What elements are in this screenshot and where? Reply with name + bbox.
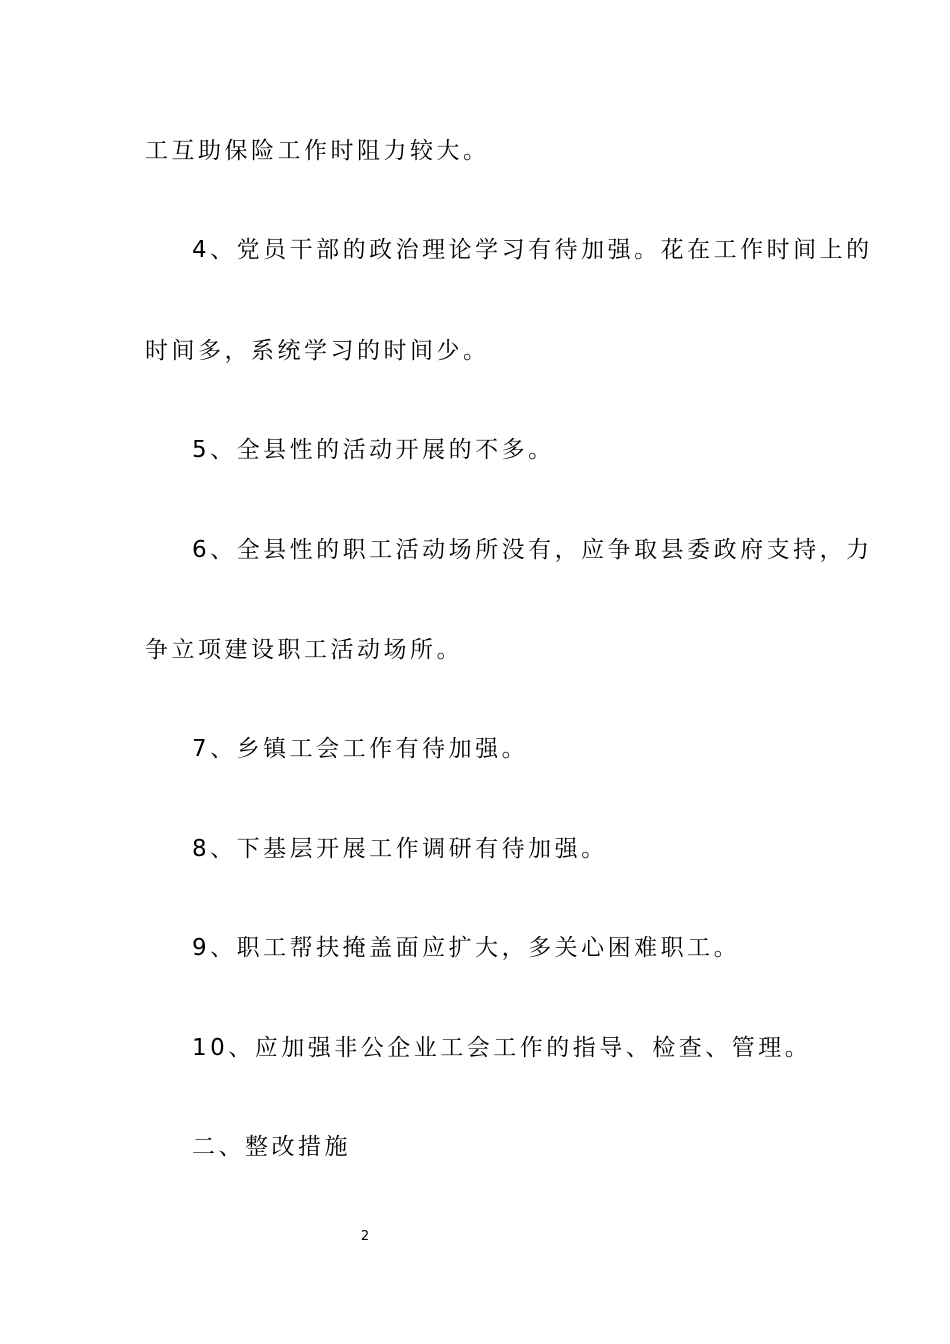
list-item-9: 9、职工帮扶掩盖面应扩大，多关心困难职工。	[192, 935, 741, 961]
list-item-6-continuation: 争立项建设职工活动场所。	[145, 637, 463, 663]
list-item-8: 8、下基层开展工作调研有待加强。	[192, 836, 608, 862]
list-item-6: 6、全县性的职工活动场所没有，应争取县委政府支持，力	[192, 537, 873, 563]
list-item-7: 7、乡镇工会工作有待加强。	[192, 736, 529, 762]
list-item-10: 10、应加强非公企业工会工作的指导、检查、管理。	[192, 1035, 812, 1061]
list-item-4: 4、党员干部的政治理论学习有待加强。花在工作时间上的	[192, 237, 873, 263]
list-item-4-continuation: 时间多，系统学习的时间少。	[145, 338, 490, 364]
paragraph-line-continuation: 工互助保险工作时阻力较大。	[145, 138, 490, 164]
list-item-5: 5、全县性的活动开展的不多。	[192, 437, 555, 463]
page-number: 2	[360, 1229, 370, 1244]
section-heading: 二、整改措施	[192, 1134, 351, 1160]
